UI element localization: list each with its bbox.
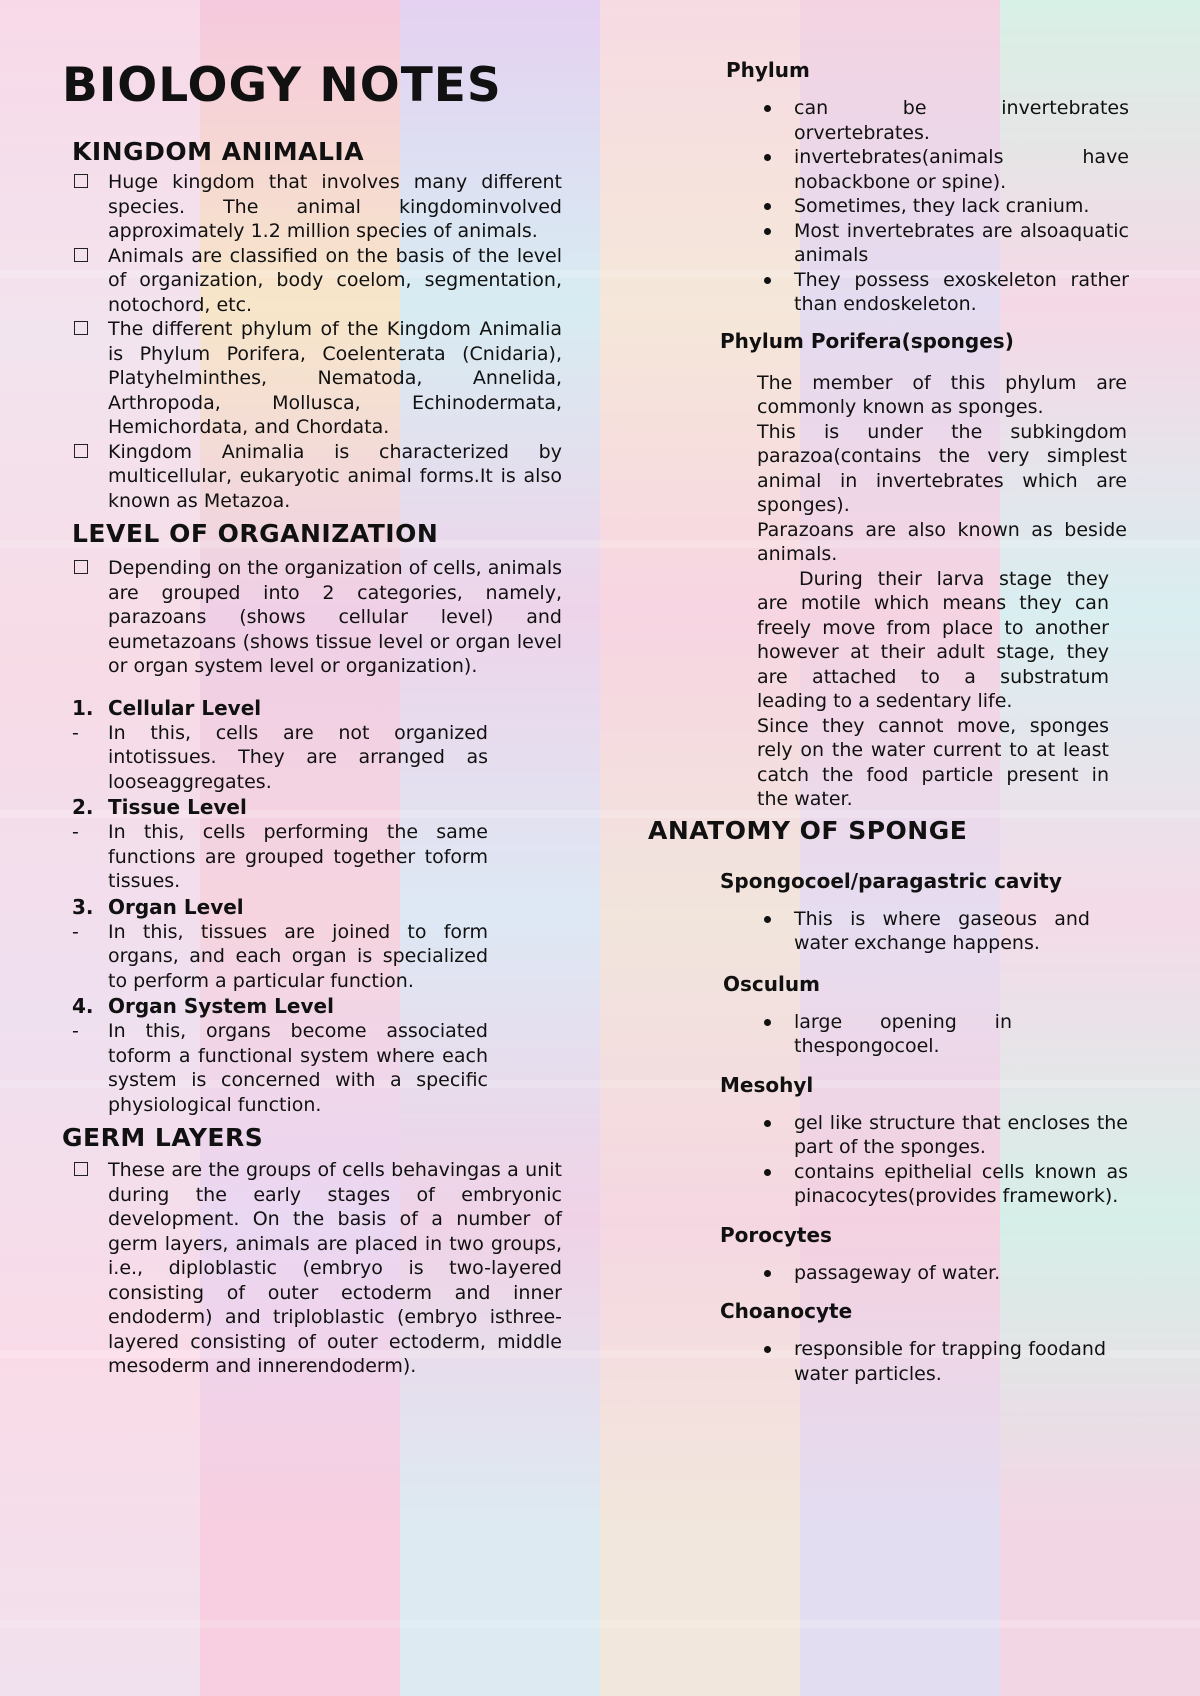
list-item: These are the groups of cells behavingas a unit during the early stages of embryonic development. On the basis of a number of germ layers, animals are placed in two groups, i.e., diploblastic (embryo is two-layered consisting of outer ectoderm and inner endoderm) and triploblastic (embryo isthree-layered consisting of outer ectoderm, middle mesoderm and innerendoderm). [108, 1158, 562, 1379]
bullet-icon [764, 916, 771, 923]
paragraph: This is under the subkingdom parazoa(contains the very simplest animal in invertebrates which are sponges). [757, 420, 1127, 516]
phylum-list [640, 96, 1129, 317]
checkbox-icon [74, 444, 88, 458]
part-name: Choanocyte [720, 1299, 853, 1323]
list-item: Depending on the organization of cells, animals are grouped into 2 categories, namely, parazoans (shows cellular level) and eumetazoans (shows tissue level or organ level or organ system level or organization). [108, 556, 562, 679]
bullet-icon [764, 1019, 771, 1026]
paragraph: During their larva stage they are motile which means they can freely move from place to another however at their adult stage, they are attached to a substratum leading to a sedentary life. [757, 567, 1109, 712]
checkbox-icon [74, 1162, 88, 1176]
list-item: large opening in thespongocoel. [794, 1010, 1012, 1059]
anatomy-part [640, 1299, 1140, 1386]
list-item: Kingdom Animalia is characterized by multicellular, eukaryotic animal forms.It is also known as Metazoa. [108, 440, 562, 514]
list-item: responsible for trapping foodand water particles. [794, 1337, 1106, 1386]
anatomy-part [640, 1073, 1140, 1209]
checkbox-icon [74, 248, 88, 262]
page-title: BIOLOGY NOTES [62, 58, 502, 113]
levels-list [62, 695, 562, 1118]
porifera-body [757, 371, 1127, 812]
kingdom-heading: KINGDOM ANIMALIA [72, 137, 365, 166]
porifera-heading: Phylum Porifera(sponges) [720, 328, 1014, 353]
anatomy-heading: ANATOMY OF SPONGE [648, 815, 968, 845]
anatomy-part [640, 1223, 1140, 1286]
paragraph: Since they cannot move, sponges rely on the water current to at least catch the food particle present in the water. [757, 714, 1109, 810]
bullet-icon [764, 1169, 771, 1176]
list-item: Animals are classified on the basis of the level of organization, body coelom, segmentation, notochord, etc. [108, 244, 562, 318]
left-column [62, 58, 562, 1379]
paragraph: The member of this phylum are commonly known as sponges. [757, 371, 1127, 418]
list-item: invertebrates(animals have nobackbone or spine). [794, 145, 1129, 194]
list-item: They possess exoskeleton rather than endoskeleton. [794, 268, 1129, 317]
paragraph: Parazoans are also known as beside animals. [757, 518, 1127, 565]
bullet-icon [764, 277, 771, 284]
part-list [640, 1111, 1128, 1209]
level-item: 1. Cellular Level - In this, cells are not organized intotissues. They are arranged as looseaggregates. [72, 695, 488, 793]
list-item: gel like structure that encloses the part of the sponges. [794, 1111, 1128, 1160]
level-item: 4. Organ System Level - In this, organs become associated toform a functional system where each system is concerned with a specific physiological function. [72, 994, 488, 1116]
kingdom-list [62, 170, 562, 513]
part-list [640, 1261, 1128, 1286]
part-name: Porocytes [720, 1222, 832, 1247]
part-name: Spongocoel/paragastric cavity [720, 868, 1062, 893]
part-name: Osculum [723, 971, 820, 996]
list-item: This is where gaseous and water exchange happens. [794, 907, 1090, 956]
checkbox-icon [74, 174, 88, 188]
list-item: The different phylum of the Kingdom Animalia is Phylum Porifera, Coelenterata (Cnidaria), Platyhelminthes, Nematoda, Annelida, Arthropoda, Mollusca, Echinodermata, Hemichordata, and Chordata. [108, 317, 562, 440]
germ-heading: GERM LAYERS [62, 1123, 264, 1152]
organization-intro-list [62, 556, 562, 679]
bullet-icon [764, 154, 771, 161]
anatomy-part [640, 972, 1140, 1059]
list-item: passageway of water. [794, 1261, 1128, 1286]
list-item: Sometimes, they lack cranium. [794, 194, 1129, 219]
list-item: contains epithelial cells known as pinacocytes(provides framework). [794, 1160, 1128, 1209]
checkbox-icon [74, 321, 88, 335]
bullet-icon [764, 228, 771, 235]
level-item: 2. Tissue Level - In this, cells performing the same functions are grouped together toform tissues. [72, 795, 488, 892]
bullet-icon [764, 203, 771, 210]
germ-list [62, 1158, 562, 1379]
part-list [640, 1337, 1106, 1386]
part-list [640, 1010, 1012, 1059]
organization-heading: LEVEL OF ORGANIZATION [72, 519, 439, 548]
anatomy-part [640, 869, 1140, 956]
level-item: 3. Organ Level - In this, tissues are joined to form organs, and each organ is specialized to perform a particular function. [72, 894, 488, 992]
list-item: Huge kingdom that involves many different species. The animal kingdominvolved approximately 1.2 million species of animals. [108, 170, 562, 244]
part-name: Mesohyl [720, 1072, 814, 1097]
right-column [640, 58, 1140, 1386]
phylum-heading: Phylum [726, 58, 810, 82]
bullet-icon [764, 1346, 771, 1353]
checkbox-icon [74, 560, 88, 574]
bullet-icon [764, 105, 771, 112]
list-item: Most invertebrates are alsoaquatic animals [794, 219, 1129, 268]
part-list [640, 907, 1090, 956]
bullet-icon [764, 1270, 771, 1277]
bullet-icon [764, 1120, 771, 1127]
list-item: can be invertebrates orvertebrates. [794, 96, 1129, 145]
